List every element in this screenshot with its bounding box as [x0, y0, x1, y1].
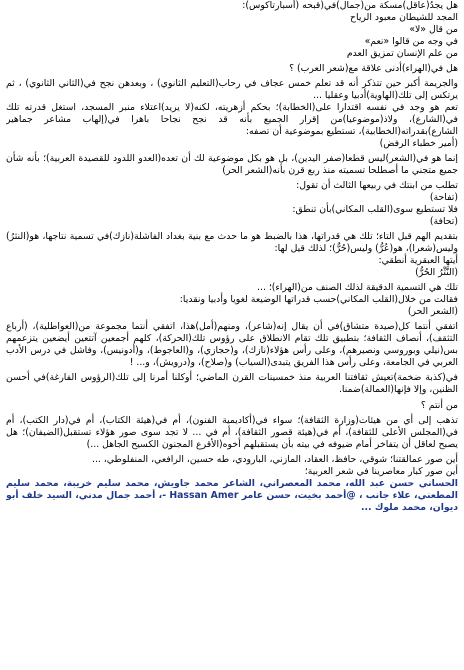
paragraph — [6, 321, 458, 369]
text-line: تطلب من ابنتك في ربيعها الثالث أن تقول: — [296, 180, 458, 192]
text-line: أيتها العبقرية أنطقي: — [378, 255, 458, 267]
text-line: بتقديم الهم قبل التاء؛ تلك هي قدراتها، هذا بالضبط هو ما حدث مع بنية بغداد الفاشلة(نازك)في تسمية نتاجها، هو(النثرُ) وليس(شعرا)، هو(عُرُّ) وليس(حُرٌّ)؛ لذلك قيل لها: — [6, 231, 458, 255]
text-line: في وجه من قالوا «نعم» — [364, 35, 458, 47]
text-line: اتفقي أنتما كل(صيدة متشاق)في أن يقال إنه(شاعر)، ومنهم(أمل)هذا، اتفقي أنتما مجموعة من(العواطلية)، (أرباع التثقف)، أنصاف الثقافة؛ بتطبيق تلك تقام الانطلاق على رؤوس تلك(الحركة)، كلهم أجمعين آتتعين أيضعين يتزعمهم بس(نيلي وبوروسي ونصيرهم)، وعلى رأس هؤلاء(نازك)، و(حجازي)، و(العاجوط)، و(أدونيس)، وفاشل في درس الأدب العربي في الجامعة، وعلى رأس هذا الفريق يتبدى(السياب) و(صلاح)، و(درويش)، و... ! — [6, 321, 458, 369]
paragraph — [6, 63, 458, 75]
text-line: فلا تستطيع سوى(القلب المكاني)بأن تنطق: — [292, 204, 458, 216]
text-line: في(كذبة ضخمة)تعيش ثقافتنا العربية منذ خمسينات القرن الماضي؛ أوكلنا أمرنا إلى تلك(الرؤوس الفارغة)في أحسن الظنين، وإلا فإنها(العمالة)ضمنا. — [6, 372, 458, 396]
tagged-names-link[interactable]: الحساني حسن عبد الله، محمد المعصراني، الشاعر محمد جاويش، محمد سليم خريبة، محمد سليم المطعني، علاء جانب ، @أحمد بخيت، حسن عامر ‎- Hassan Amer، أحمد جمال مدني، السيد خلف أبو ديوان، محمد ملوك ... — [6, 477, 458, 513]
text-line: المجد للشيطان معبود الرياح — [349, 11, 458, 23]
text-line: (تفاحة) — [429, 192, 458, 204]
paragraph — [6, 454, 458, 514]
text-line: تلك هي التسمية الدقيقة لذلك الصنف من(الهراء)؛ ... — [257, 282, 458, 294]
paragraph — [6, 372, 458, 396]
text-line: أين صور كبار معاصرينا في شعر العربية؛ — [304, 465, 458, 477]
text-line: (الشعر الحر) — [407, 306, 458, 318]
paragraph — [6, 231, 458, 279]
text-line: من قال «لا» — [409, 23, 458, 35]
paragraph — [6, 78, 458, 149]
text-line: هل في(الهراء)أدنى علاقة مع(شعر العرب) ؟ — [289, 62, 458, 74]
text-line: فقالت من خلال(القلب المكاني)حسب قدراتها الوضيعة لغويا وأدبيا ونقديا: — [179, 294, 458, 306]
paragraph — [6, 0, 458, 60]
text-line: (أمير خطباء الرفض) — [379, 137, 458, 149]
document-body — [6, 0, 458, 670]
text-line: من أنتم ؟ — [420, 399, 458, 411]
paragraph — [6, 282, 458, 318]
paragraph — [6, 400, 458, 412]
paragraph — [6, 180, 458, 228]
text-line: (تحافة) — [429, 215, 458, 227]
text-line: هل يجدُ(عاقل)مسكة من(جمال)في(قبحه (أسبارتاكوس): — [242, 0, 458, 11]
text-line: والجريمة أكبر حين تتذكر أنه قد تعلم خمس عجاف في رحاب(التعليم الثانوي) ، وبعدهن نجح في(الثاني الثانوي) ، ثم يرتكس إلى تلك(الهاوية)أدبيا وعقليا ... — [6, 78, 458, 102]
text-line: أين صور عمالقتنا؛ شوقي، حافظ، العقاد، المازني، البارودي، طه حسين، الرافعي، المنفلوطي، ... — [91, 454, 458, 466]
text-line: من علم الإنسان تمزيق العدم — [346, 47, 458, 59]
text-line: تذهب إلى أي من هيئات(وزارة الثقافة)؛ سواء في(أكاديمية الفنون)، أم في(هيئة الكتاب)، أم في(دار الكتب)، أم في(المجلس الأعلى للثقافة)، أم في(هيئة قصور الثقافة)، أم في ... لا تجد سوى صور هؤلاء تستقبل(الضيفان)؛ هل يصبح لعاقل أن يتفاخر أمام ضيوفه في بيته بأن يستقبلهم أخوه(الأقرع المجنون الكسيح الجاهل ...) — [6, 414, 458, 450]
paragraph — [6, 153, 458, 177]
paragraph — [6, 415, 458, 451]
text-line: إنما هو في(الشعر)ليس قطعا(صفر اليدين)، بل هو بكل موضوعية لك أن تعده(العدو اللدود للقصيدة العربية)؛ بأنه شأن جميع متجني ما أصطلحا تسميته منذ ربع قرن بأنه(الشعر الحر) — [6, 153, 458, 176]
text-line: تعم هو وجد في نفسه اقتدارا على(الخطابة)؛ بحكم أزهريته، لكنه(لا يريد)اعتلاء منبر المسجد، استغل قدرته تلك في(الشارع)، ولاذ(موضوعيا)من إقرار الجميع بأنه قد نجح نجاحا باهرا في(إلهاب مشاعر جماهير الشارع)بقدراته(الخطابية)، تستطيع بموضوعية أن تصفه: — [6, 102, 458, 137]
text-line: (النَّثْرُ الحُرُّ) — [415, 266, 458, 278]
